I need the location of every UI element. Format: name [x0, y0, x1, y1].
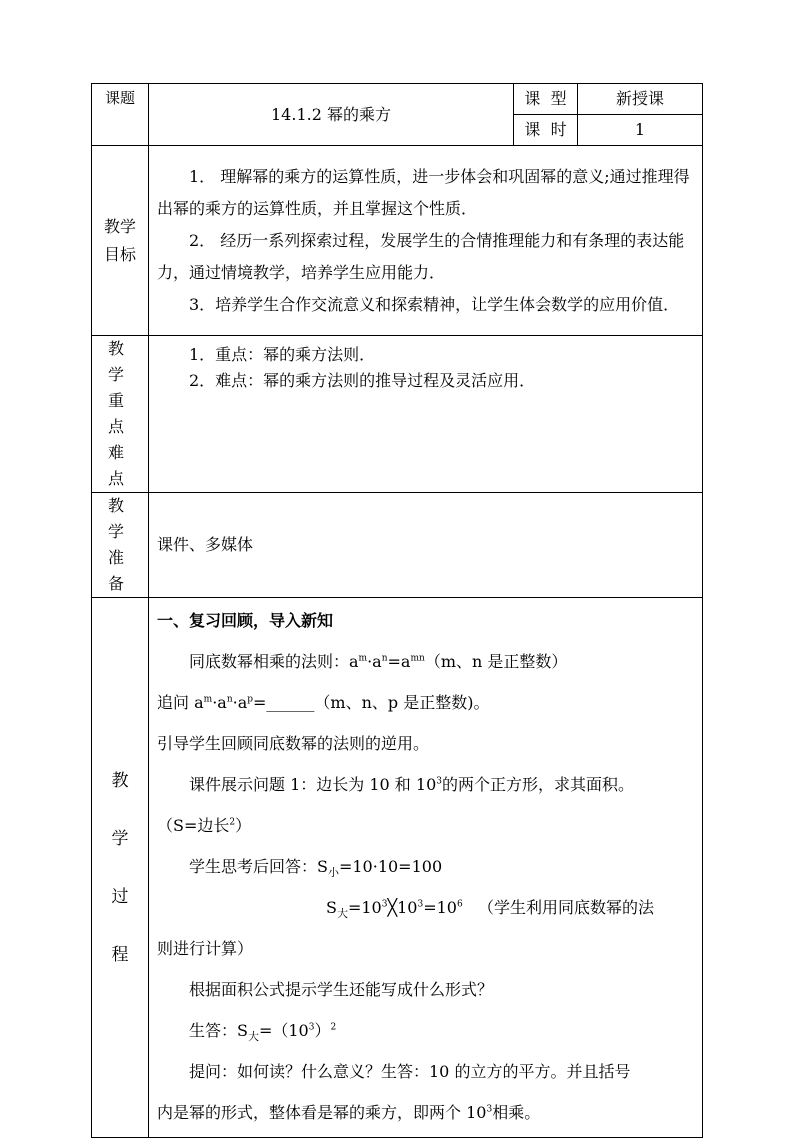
topic-title: 14.1.2 幂的乘方	[149, 84, 514, 146]
ask-line-cont: 内是幂的形式，整体看是幂的乘方，即两个 $10^3$相乘。	[157, 1103, 541, 1122]
keypoints-content	[149, 336, 703, 493]
type-label: 课 型	[514, 84, 578, 115]
keypoint-item: 2．难点：幂的乘方法则的推导过程及灵活应用．	[189, 371, 536, 390]
ask-line: 提问：如何读？什么意义？生答：10 的立方的平方。并且括号	[189, 1062, 631, 1081]
objective-item: 3．培养学生合作交流意义和探索精神，让学生体会数学的应用价值．	[189, 294, 680, 314]
objectives-content	[149, 146, 703, 336]
rule-line: 同底数幂相乘的法则：$a^m\cdot a^n=a^{mn}(m$、n 是正整数）	[189, 652, 568, 671]
answer-large-cont: 则进行计算）	[157, 939, 254, 958]
lesson-plan	[91, 83, 702, 1138]
question-line: 课件展示问题 1：边长为 10 和 $10^3$的两个正方形，求其面积。	[189, 775, 634, 794]
answer-small: 学生思考后回答：$S_小=10\cdot 10=100$	[189, 857, 443, 880]
topic-label: 课题	[92, 84, 149, 146]
keypoints-label: 教 学 重 点 难 点	[92, 336, 149, 493]
objective-item: 2． 经历一系列探索过程，发展学生的合情推理能力和有条理的表达能力，通过情境教学，培养学生应用能力．	[157, 230, 685, 282]
keypoint-item: 1．重点：幂的乘方法则．	[189, 345, 376, 364]
answer-large: $S_大=10^3╳10^3=10^6$ （学生利用同底数幂的法	[326, 898, 654, 921]
objectives-label: 教学 目标	[92, 146, 149, 336]
student-answer: 生答：$S_大=(10^3)^2$	[189, 1021, 337, 1044]
prompt-line: 根据面积公式提示学生还能写成什么形式？	[189, 980, 494, 999]
process-content	[149, 598, 703, 1138]
lesson-plan-table	[91, 83, 703, 1138]
followup-line: 追问 $a^m\cdot a^n\cdot a^p=\_\_\_\_\_\_(m$、n、p 是正整数)。	[157, 693, 490, 712]
preparation-content: 课件、多媒体	[149, 493, 703, 598]
process-label: 教 学 过 程	[92, 598, 149, 1138]
preparation-label: 教 学 准 备	[92, 493, 149, 598]
hours-value: 1	[578, 115, 703, 146]
guide-line: 引导学生回顾同底数幂的法则的逆用。	[157, 734, 430, 753]
hours-label: 课 时	[514, 115, 578, 146]
area-formula: （S=边长$^2$）	[157, 816, 252, 835]
type-value: 新授课	[578, 84, 703, 115]
section-heading: 一、复习回顾，导入新知	[157, 611, 334, 630]
objective-item: 1． 理解幂的乘方的运算性质，进一步体会和巩固幂的意义;通过推理得出幂的乘方的运算性质，并且掌握这个性质．	[157, 166, 690, 218]
